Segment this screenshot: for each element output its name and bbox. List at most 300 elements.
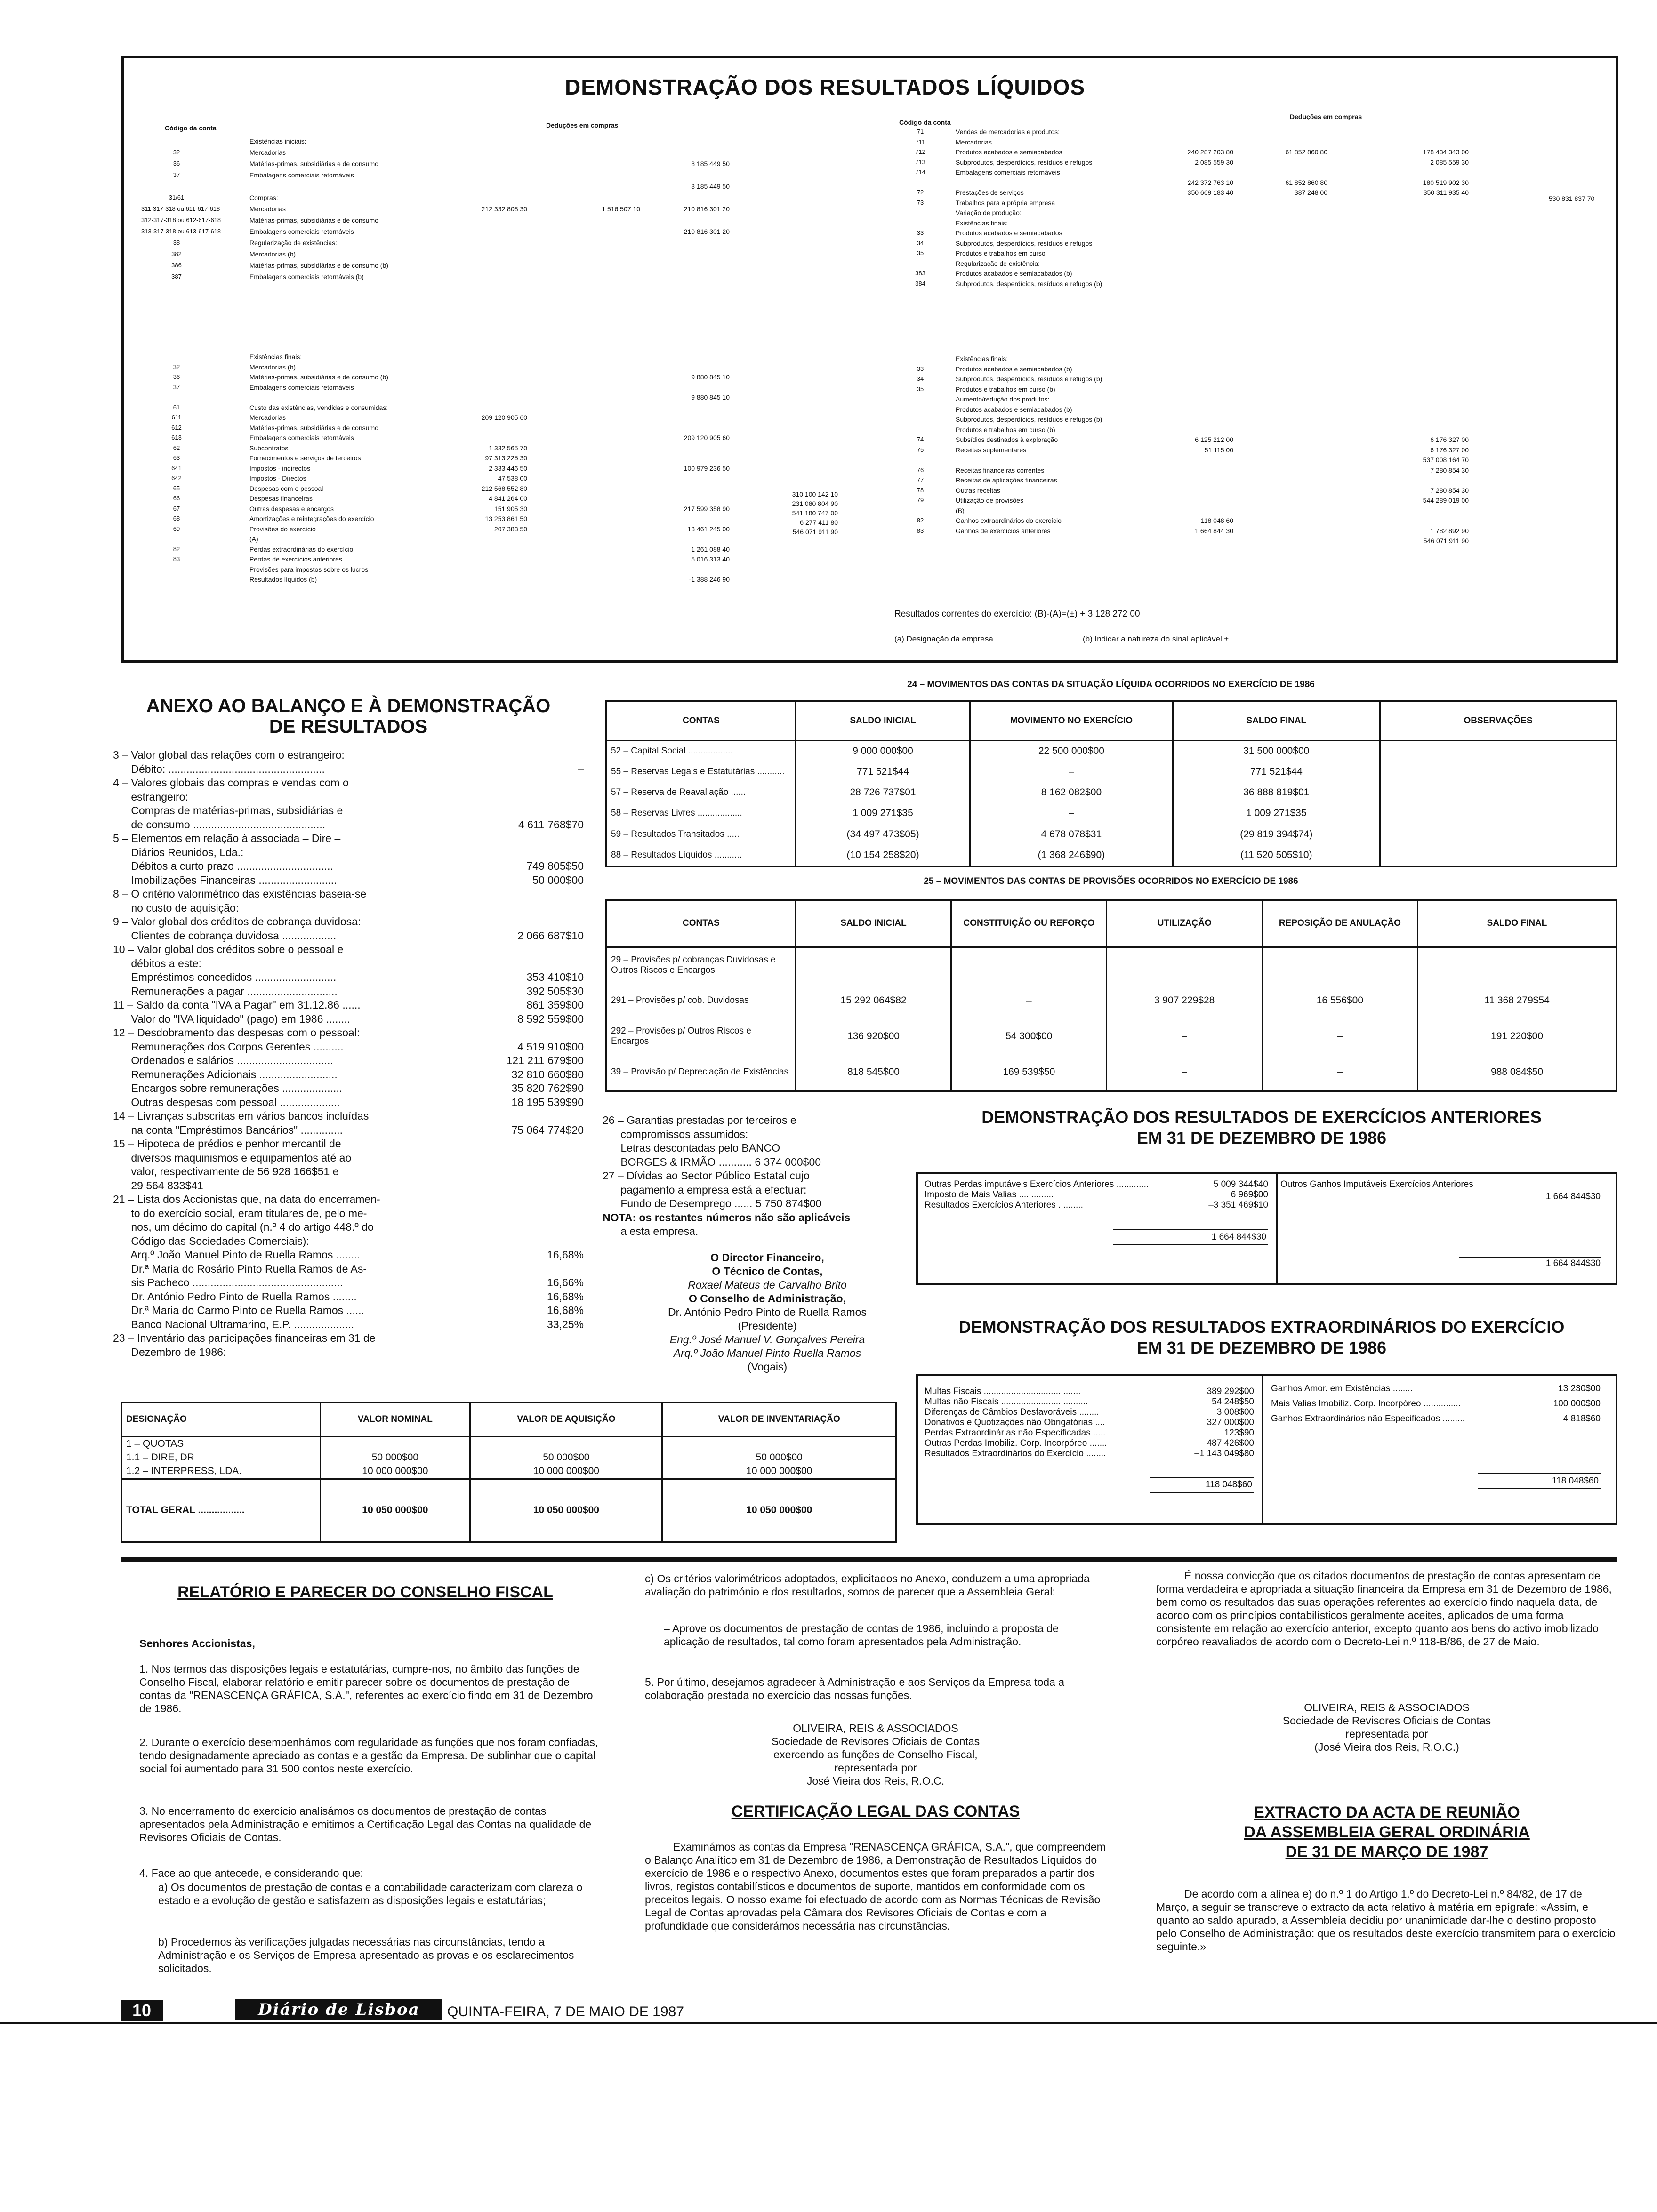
account-label: Outras receitas	[956, 486, 1000, 494]
extra-label: Perdas Extraordinárias não Especificadas .....	[925, 1428, 1106, 1438]
amount: 9 880 845 10	[691, 393, 730, 401]
amount: 13 461 245 00	[687, 525, 730, 533]
account-code: 384	[915, 280, 925, 287]
annex-line-text: Empréstimos concedidos ...........................	[113, 971, 337, 983]
table-cell: 54 300$00	[951, 1018, 1107, 1054]
amount: 210 816 301 20	[684, 205, 730, 213]
amount: 546 071 911 90	[1423, 537, 1469, 545]
table-cell: 11 368 279$54	[1418, 983, 1616, 1018]
result-row	[141, 534, 753, 545]
amount: -1 388 246 90	[689, 576, 730, 583]
table-cell	[1380, 741, 1616, 761]
signature-line: O Conselho de Administração,	[689, 1292, 846, 1305]
result-row	[141, 453, 753, 464]
result-row	[885, 279, 1601, 289]
extra-gain-row	[1271, 1399, 1610, 1414]
amount: 242 372 763 10	[1187, 178, 1233, 186]
result-row	[885, 354, 1601, 364]
annex-line-text: Valor do "IVA liquidado" (pago) em 1986 ........	[113, 1012, 350, 1025]
table24-title: 24 – MOVIMENTOS DAS CONTAS DA SITUAÇÃO LÍQUIDA OCORRIDOS NO EXERCÍCIO DE 1986	[907, 680, 1315, 689]
account-code: 69	[173, 525, 180, 532]
account-label: Subprodutos, desperdícios, resíduos e refugos	[956, 239, 1093, 247]
amount: 51 115 00	[1204, 446, 1233, 454]
amount: 207 383 50	[494, 525, 527, 533]
account-code: 79	[917, 497, 924, 504]
annex-line	[113, 1068, 584, 1082]
annex-note-line: NOTA: os restantes números não são aplicáveis	[603, 1211, 851, 1224]
result-row	[885, 435, 1601, 445]
account-label: Perdas de exercícios anteriores	[249, 555, 342, 563]
annex-line-text: na conta "Empréstimos Bancários" ..............	[113, 1123, 343, 1136]
table-header: REPOSIÇÃO DE ANULAÇÃO	[1262, 901, 1417, 947]
account-label: Produtos e trabalhos em curso	[956, 249, 1046, 257]
result-row	[141, 565, 753, 575]
annex-line	[113, 1082, 584, 1096]
account-code: 312-317-318 ou 612-617-618	[141, 216, 221, 224]
account-label: Outras despesas e encargos	[249, 505, 334, 513]
prior-row	[925, 1179, 1268, 1190]
annex-line-text: 14 – Livranças subscritas em vários bancos incluídas	[113, 1110, 369, 1122]
annex-line	[113, 874, 584, 888]
result-row	[885, 465, 1601, 476]
result-row	[885, 259, 1601, 269]
extra-label: Multas não Fiscais ...................................	[925, 1397, 1088, 1407]
results-right-top	[885, 127, 1601, 289]
code-header-right: Código da conta	[899, 119, 951, 126]
annex-line-value: 353 410$10	[526, 971, 584, 983]
signature-line: (Vogais)	[747, 1361, 788, 1373]
account-label: Prestações de serviços	[956, 189, 1024, 196]
table-cell: 29 – Provisões p/ cobranças Duvidosas e Outros Riscos e Encargos	[611, 955, 776, 976]
prior-label: Resultados Exercícios Anteriores ..........	[925, 1200, 1083, 1210]
result-row	[141, 383, 753, 393]
results-left-top	[141, 136, 753, 283]
account-code: 311-317-318 ou 611-617-618	[141, 205, 220, 212]
prior-label: Imposto de Mais Valias ..............	[925, 1190, 1054, 1200]
account-code: 67	[173, 505, 180, 512]
amount: 2 085 559 30	[1195, 158, 1233, 166]
annex-line-text: Dr. António Pedro Pinto de Ruella Ramos ........	[113, 1290, 357, 1303]
amount: 217 599 358 90	[684, 505, 730, 513]
annex-items-26-27	[603, 1114, 932, 1239]
signature-line: (José Vieira dos Reis, R.O.C.)	[1314, 1741, 1459, 1753]
annex-signatures	[603, 1251, 932, 1374]
newspaper-name: Diário de Lisboa	[235, 1999, 442, 2020]
inv-header: DESIGNAÇÃO	[122, 1403, 320, 1436]
table-cell: 22 500 000$00	[970, 741, 1173, 761]
investments-table	[121, 1402, 897, 1543]
extra-gain-label: Ganhos Amor. em Existências ........	[1271, 1384, 1413, 1394]
amount: 6 277 411 80	[800, 519, 838, 526]
prior-gains-value: 1 664 844$30	[1545, 1192, 1601, 1202]
amount: 97 313 225 30	[485, 454, 527, 462]
prior-results-title-1: DEMONSTRAÇÃO DOS RESULTADOS DE EXERCÍCIOS ANTERIORES	[981, 1107, 1542, 1127]
account-label: (A)	[249, 535, 258, 543]
annex-line-text: débitos a este:	[113, 957, 201, 970]
amount: 544 289 019 00	[1423, 497, 1469, 504]
result-row	[885, 248, 1601, 259]
amount: 6 176 327 00	[1430, 436, 1469, 443]
inv-cell: 50 000$00	[662, 1451, 895, 1465]
table-cell	[1418, 947, 1616, 983]
annex-line-text: diversos maquinismos e equipamentos até ao	[113, 1151, 352, 1164]
account-label: Ganhos extraordinários do exercício	[956, 517, 1062, 524]
account-label: Perdas extraordinárias do exercício	[249, 545, 354, 553]
annex-line-value: 2 066 687$10	[517, 929, 584, 942]
account-label: Subprodutos, desperdícios, resíduos e refugos (b)	[956, 375, 1102, 383]
extra-right-total: 118 048$60	[1478, 1473, 1601, 1489]
extra-value: 327 000$00	[1207, 1418, 1254, 1427]
issue-date: QUINTA-FEIRA, 7 DE MAIO DE 1987	[447, 2004, 684, 2020]
annex-line	[113, 1346, 584, 1360]
page-number: 10	[121, 2000, 163, 2021]
extra-gain-label: Mais Valias Imobiliz. Corp. Incorpóreo ...............	[1271, 1399, 1461, 1409]
annex-line-value: 16,68%	[547, 1290, 584, 1303]
result-row	[885, 394, 1601, 405]
extra-gain-row	[1271, 1414, 1610, 1429]
annex-line	[113, 901, 584, 915]
results-statement-title: DEMONSTRAÇÃO DOS RESULTADOS LÍQUIDOS	[565, 75, 1086, 99]
account-label: Existências iniciais:	[249, 137, 306, 145]
account-label: Produtos e trabalhos em curso (b)	[956, 385, 1055, 393]
account-code: 713	[915, 158, 925, 166]
account-code: 35	[917, 249, 924, 256]
signature-line: O Director Financeiro,	[710, 1251, 824, 1264]
annex-line	[113, 1290, 584, 1304]
inv-cell	[470, 1436, 662, 1451]
account-label: Subsídios destinados à exploração	[956, 436, 1058, 443]
table-cell: 169 539$50	[951, 1054, 1107, 1090]
account-code: 76	[917, 466, 924, 473]
result-row	[885, 239, 1601, 249]
annex-note-line: Letras descontadas pelo BANCO	[603, 1142, 780, 1154]
result-row	[885, 425, 1601, 435]
annex-line-text: Remunerações Adicionais ..........................	[113, 1068, 338, 1081]
table-cell: 36 888 819$01	[1173, 782, 1380, 803]
extra-value: 389 292$00	[1207, 1387, 1254, 1396]
result-row	[885, 526, 1601, 537]
annex-line	[113, 1318, 584, 1332]
table-header: SALDO FINAL	[1418, 901, 1616, 947]
annex-line	[113, 1040, 584, 1054]
account-label: Ganhos de exercícios anteriores	[956, 527, 1051, 535]
annex-title-2: DE RESULTADOS	[269, 716, 428, 737]
annex-line-value: 50 000$00	[532, 874, 584, 886]
annex-line-text: 21 – Lista dos Accionistas que, na data do encerramen-	[113, 1193, 380, 1205]
annex-line	[113, 1304, 584, 1318]
table-cell: (34 497 473$05)	[796, 824, 970, 844]
annex-line-text: Código das Sociedades Comerciais):	[113, 1234, 309, 1247]
prior-value: 5 009 344$40	[1213, 1179, 1268, 1189]
account-code: 35	[917, 385, 924, 393]
table-cell: 136 920$00	[796, 1018, 951, 1054]
table-cell: 818 545$00	[796, 1054, 951, 1090]
annex-line-value: 75 064 774$20	[511, 1123, 584, 1136]
account-code: 712	[915, 148, 925, 155]
table-cell: –	[970, 803, 1173, 824]
account-label: Embalagens comerciais retornáveis	[249, 228, 354, 235]
result-row	[141, 227, 753, 238]
annex-line	[113, 929, 584, 943]
account-code: 61	[173, 403, 180, 411]
account-code: 63	[173, 454, 180, 461]
account-label: Matérias-primas, subsidiárias e de consumo (b)	[249, 373, 388, 381]
extra-results-title-2: EM 31 DE DEZEMBRO DE 1986	[1136, 1338, 1387, 1357]
result-row	[885, 374, 1601, 385]
account-label: Matérias-primas, subsidiárias e de consumo	[249, 424, 378, 432]
account-code: 74	[917, 436, 924, 443]
result-row	[141, 352, 753, 362]
extra-gain-label: Ganhos Extraordinários não Especificados .........	[1271, 1414, 1465, 1424]
annex-line-text: Dr.ª Maria do Carmo Pinto de Ruella Ramos ......	[113, 1304, 364, 1316]
result-row	[141, 193, 753, 204]
annex-line-value: 16,66%	[547, 1276, 584, 1289]
extra-label: Outras Perdas Imobiliz. Corp. Incorpóreo .......	[925, 1438, 1107, 1448]
account-code: 37	[173, 171, 180, 178]
extra-results-right	[1271, 1384, 1610, 1489]
net-position-table	[605, 700, 1617, 867]
signature-line: exercendo as funções de Conselho Fiscal,	[773, 1748, 978, 1761]
annex-line-text: no custo de aquisição:	[113, 901, 239, 914]
inv-cell	[662, 1436, 895, 1451]
amount: 8 185 449 50	[691, 160, 730, 168]
annex-line	[113, 985, 584, 999]
report-greeting: Senhores Accionistas,	[139, 1637, 255, 1650]
account-label: Vendas de mercadorias e produtos:	[956, 128, 1060, 136]
annex-line	[113, 1123, 584, 1138]
extra-gain-value: 13 230$00	[1558, 1384, 1601, 1394]
table-cell: 771 521$44	[1173, 761, 1380, 782]
result-row	[141, 464, 753, 474]
amount: 2 333 446 50	[489, 464, 527, 472]
inv-header: VALOR DE AQUISIÇÃO	[470, 1403, 662, 1436]
prior-left-total: 1 664 844$30	[1113, 1229, 1268, 1245]
annex-line-value: 32 810 660$80	[511, 1068, 584, 1081]
annex-line-text: 23 – Inventário das participações financeiras em 31 de	[113, 1332, 376, 1344]
result-row	[885, 168, 1601, 178]
amount: 1 332 565 70	[489, 444, 527, 452]
account-code: 36	[173, 373, 180, 380]
result-row	[141, 575, 753, 585]
signature-line: Dr. António Pedro Pinto de Ruella Ramos	[668, 1306, 867, 1318]
right-grand-total: 530 831 837 70	[1549, 195, 1595, 202]
deductions-header-left: Deduções em compras	[546, 121, 619, 129]
result-row	[885, 158, 1601, 168]
extra-row	[925, 1428, 1254, 1438]
table-cell	[1380, 845, 1616, 866]
account-label: Subprodutos, desperdícios, resíduos e refugos (b)	[956, 280, 1102, 288]
annex-line-text: Remunerações dos Corpos Gerentes ..........	[113, 1040, 344, 1053]
result-row	[141, 238, 753, 249]
extra-gain-row	[1271, 1384, 1610, 1399]
footer-rule	[0, 2022, 1657, 2024]
report-signature	[645, 1722, 1106, 1787]
table-cell: 55 – Reservas Legais e Estatutárias ...........	[611, 766, 785, 777]
amount: 6 125 212 00	[1195, 436, 1233, 443]
annex-line	[113, 1193, 584, 1207]
annex-line-text: 8 – O critério valorimétrico das existências baseia-se	[113, 888, 367, 900]
result-row	[885, 228, 1601, 239]
amount: 1 261 088 40	[691, 545, 730, 553]
table-header: UTILIZAÇÃO	[1107, 901, 1262, 947]
annex-line-value: 33,25%	[547, 1318, 584, 1330]
extra-label: Donativos e Quotizações não Obrigatórias ....	[925, 1418, 1105, 1427]
account-label: Aumento/redução dos produtos:	[956, 395, 1050, 403]
account-code: 82	[917, 517, 924, 524]
account-label: Receitas financeiras correntes	[956, 466, 1045, 474]
prior-row	[925, 1200, 1268, 1210]
result-row	[885, 127, 1601, 137]
extra-row	[925, 1449, 1254, 1459]
extra-value: –1 143 049$80	[1194, 1449, 1254, 1459]
annex-note-line: 27 – Dívidas ao Sector Público Estatal cujo	[603, 1170, 810, 1182]
annex-line-text: 12 – Desdobramento das despesas com o pessoal:	[113, 1026, 360, 1039]
amount: 231 080 804 90	[792, 500, 838, 507]
table-cell: 3 907 229$28	[1107, 983, 1262, 1018]
account-code: 38	[173, 239, 180, 246]
annex-line-text: Ordenados e salários ................................	[113, 1054, 333, 1066]
annex-line-text: 3 – Valor global das relações com o estrangeiro:	[113, 749, 345, 761]
extra-value: 123$90	[1224, 1428, 1254, 1438]
table-cell: 57 – Reserva de Reavaliação ......	[611, 787, 746, 798]
annex-line-text: Imobilizações Financeiras ..........................	[113, 874, 337, 886]
inv-header: VALOR NOMINAL	[320, 1403, 470, 1436]
account-code: 613	[171, 434, 182, 441]
annex-line-value: 121 211 679$00	[506, 1054, 584, 1066]
annex-note-line: compromissos assumidos:	[603, 1128, 748, 1140]
annex-line	[113, 748, 584, 762]
annex-line-value: 4 611 768$70	[518, 818, 584, 831]
amount: 47 538 00	[498, 474, 527, 482]
amount: 541 180 747 00	[792, 509, 838, 517]
annex-line-text: Clientes de cobrança duvidosa ..................	[113, 929, 337, 942]
account-label: Embalagens comerciais retornáveis	[249, 434, 354, 441]
result-row	[141, 159, 753, 170]
table-cell	[1107, 947, 1262, 983]
result-row	[885, 137, 1601, 148]
table-cell: (1 368 246$90)	[970, 845, 1173, 866]
extra-row	[925, 1397, 1254, 1407]
result-row	[141, 136, 753, 148]
annex-line	[113, 1179, 584, 1193]
inv-cell: 10 000 000$00	[470, 1465, 662, 1479]
report-p4c1: – Aprove os documentos de prestação de contas de 1986, incluindo a proposta de aplicação de resultados, tal como foram apresentados pela Administração.	[664, 1622, 1059, 1648]
extra-label: Resultados Extraordinários do Exercício ........	[925, 1449, 1106, 1459]
account-label: Embalagens comerciais retornáveis	[249, 171, 354, 179]
result-row	[885, 455, 1601, 465]
results-right-bottom	[885, 354, 1601, 546]
annex-line-text: nos, um décimo do capital (n.º 4 do artigo 448.º do	[113, 1221, 374, 1233]
table-cell: 16 556$00	[1262, 983, 1417, 1018]
account-label: Impostos - Directos	[249, 474, 306, 482]
annex-line-text: 9 – Valor global dos créditos de cobrança duvidosa:	[113, 915, 361, 928]
table-header: OBSERVAÇÕES	[1380, 702, 1616, 741]
annex-line-text: Outras despesas com pessoal ....................	[113, 1096, 340, 1108]
annex-line	[113, 1151, 584, 1165]
code-header-left: Código da conta	[165, 124, 217, 132]
amount: 210 816 301 20	[684, 228, 730, 235]
account-code: 382	[171, 250, 182, 257]
result-row	[885, 208, 1601, 218]
annex-line-value: 861 359$00	[526, 999, 584, 1011]
account-code: 33	[917, 229, 924, 236]
inv-header: VALOR DE INVENTARIAÇÃO	[662, 1403, 895, 1436]
annex-line	[113, 1012, 584, 1026]
result-row	[885, 269, 1601, 279]
account-code: 34	[917, 239, 924, 247]
amount: 100 979 236 50	[684, 464, 730, 472]
annex-line	[113, 998, 584, 1012]
table-cell: (11 520 505$10)	[1173, 845, 1380, 866]
account-label: (B)	[956, 506, 965, 514]
annex-line-text: de consumo ............................................	[113, 818, 326, 831]
result-row	[141, 413, 753, 423]
inv-cell: 10 000 000$00	[662, 1465, 895, 1479]
annex-line-text: 10 – Valor global dos créditos sobre o pessoal e	[113, 943, 344, 955]
result-row	[885, 178, 1601, 188]
account-label: Existências finais:	[956, 219, 1008, 227]
table-header: CONTAS	[607, 901, 796, 947]
annex-line	[113, 1109, 584, 1123]
annex-line	[113, 1234, 584, 1249]
inv-total: 10 050 000$00	[470, 1479, 662, 1541]
account-code: 62	[173, 444, 180, 451]
account-label: Impostos - indirectos	[249, 464, 311, 472]
minutes-title-1: EXTRACTO DA ACTA DE REUNIÃO	[1254, 1803, 1520, 1821]
annex-line-value: –	[578, 762, 584, 775]
annex-line-value: 18 195 539$90	[511, 1096, 584, 1108]
account-label: Resultados líquidos (b)	[249, 576, 317, 583]
table-cell: 988 084$50	[1418, 1054, 1616, 1090]
result-row	[141, 473, 753, 484]
account-label: Embalagens comerciais retornáveis (b)	[249, 273, 364, 281]
inv-cell: 1.2 – INTERPRESS, LDA.	[126, 1466, 242, 1477]
signature-line: Sociedade de Revisores Oficiais de Contas	[771, 1735, 980, 1747]
table-cell	[1380, 824, 1616, 844]
account-code: 32	[173, 149, 180, 156]
prior-label: Outras Perdas imputáveis Exercícios Anteriores ..............	[925, 1179, 1151, 1189]
account-code: 37	[173, 383, 180, 391]
account-label: Embalagens comerciais retornáveis	[956, 168, 1060, 176]
extra-results-title-1: DEMONSTRAÇÃO DOS RESULTADOS EXTRAORDINÁRIOS DO EXERCÍCIO	[958, 1317, 1565, 1337]
annex-line-value: 392 505$30	[526, 985, 584, 997]
annex-line-value: 8 592 559$00	[517, 1012, 584, 1025]
prior-results-left	[925, 1179, 1268, 1245]
result-row	[141, 423, 753, 433]
result-row	[885, 475, 1601, 486]
annex-line-text: Compras de matérias-primas, subsidiárias e	[113, 804, 343, 817]
table-cell: 292 – Provisões p/ Outros Riscos e Encargos	[611, 1026, 751, 1047]
amount: 7 280 854 30	[1430, 466, 1469, 474]
annex-line	[113, 887, 584, 901]
annex-line	[113, 804, 584, 818]
amount: 537 008 164 70	[1423, 456, 1469, 464]
amount: 61 852 860 80	[1285, 178, 1327, 186]
account-label: Receitas de aplicações financeiras	[956, 476, 1057, 484]
amount: 8 185 449 50	[691, 183, 730, 190]
table-cell	[1262, 947, 1417, 983]
table-cell: 1 009 271$35	[796, 803, 970, 824]
account-label: Mercadorias	[249, 149, 286, 156]
account-label: Trabalhos para a própria empresa	[956, 199, 1055, 207]
report-p2: 2. Durante o exercício desempenhámos com regularidade as funções que nos foram confiadas, tendo designadamente apreciado as contas e a gestão da Empresa. De sublinhar que o capital social foi aumentado para 31 500 contos neste exercício.	[139, 1736, 598, 1775]
result-row	[141, 148, 753, 159]
account-label: Existências finais:	[249, 353, 302, 361]
annex-line-text: Arq.º João Manuel Pinto de Ruella Ramos ........	[113, 1249, 360, 1261]
annex-line-text: 29 564 833$41	[113, 1179, 203, 1192]
amount: 61 852 860 80	[1285, 148, 1327, 156]
certification-text: Examinámos as contas da Empresa "RENASCENÇA GRÁFICA, S.A.", que compreendem o Balanço Analítico em 31 de Dezembro de 1986, a Demonstração de Resultados Líquidos do exercício de 1986 e o respectivo Anexo, documentos estes que foram preparados a partir dos livros, registos contabilísticos e documentos de suporte, mantidos em conformidade com os preceitos legais. O nosso exame foi efectuado de acordo com as Normas Técnicas de Revisão Legal de Contas aprovadas pela Câmara dos Revisores Oficiais de Contas e com a profundidade que considerámos necessária nas circunstâncias.	[645, 1841, 1106, 1932]
